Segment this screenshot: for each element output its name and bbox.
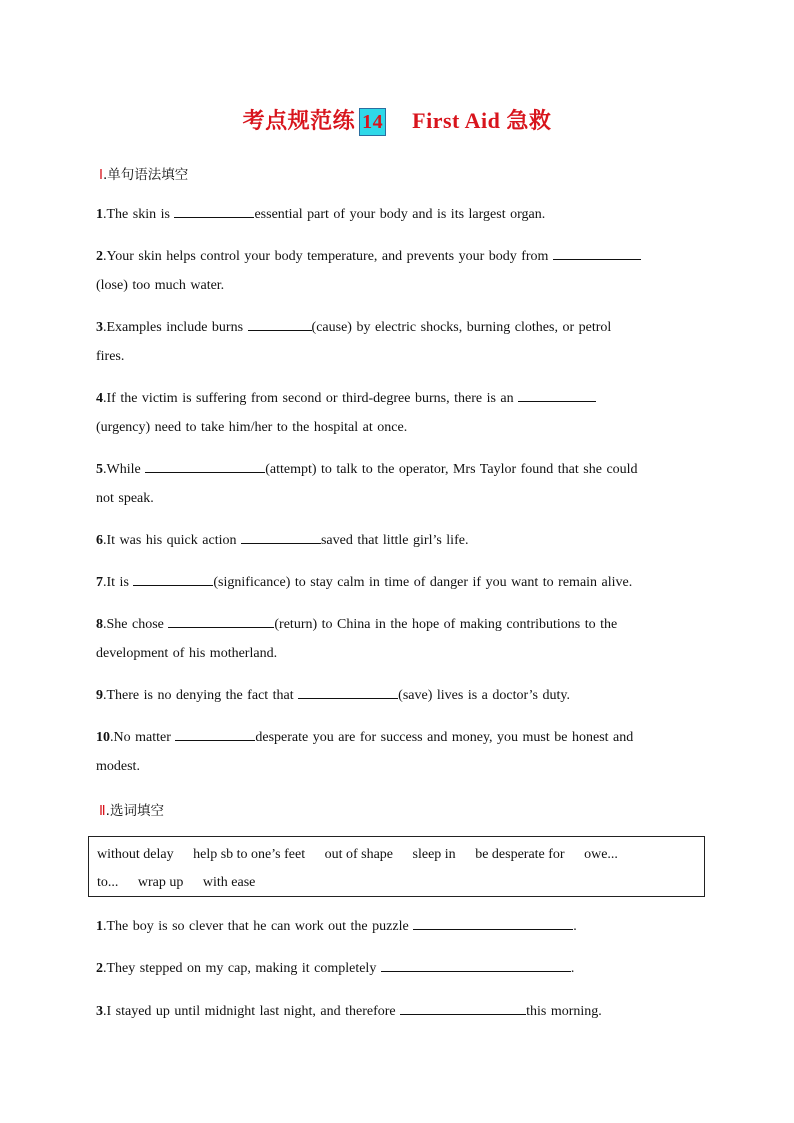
question-4	[96, 384, 700, 442]
section-2-roman: Ⅱ	[99, 803, 106, 819]
question-text-after: (cause) by electric shocks, burning clothes, or petrol	[311, 320, 612, 335]
section-1-roman: Ⅰ	[99, 167, 103, 183]
word-bank-item: sleep in	[412, 847, 456, 862]
question-9	[96, 681, 700, 710]
question-7	[96, 568, 700, 597]
question-text: .She chose	[103, 617, 169, 632]
question-number: 10	[96, 730, 110, 745]
section-2-label: .选词填空	[105, 803, 164, 819]
question-text: .No matter	[110, 730, 176, 745]
question-text-cont: modest.	[96, 759, 140, 774]
answer-blank[interactable]	[413, 915, 573, 930]
question-number: 2	[96, 249, 103, 264]
question-text-after: (lose) too much water.	[96, 278, 225, 293]
section-heading-2	[99, 799, 164, 819]
title-number-badge: 14	[359, 108, 386, 136]
answer-blank[interactable]	[553, 245, 641, 260]
question-text: .If the victim is suffering from second or third-degree burns, there is an	[103, 391, 519, 406]
question-1	[96, 200, 700, 229]
answer-blank[interactable]	[248, 316, 312, 331]
word-bank-item: be desperate for	[475, 847, 565, 862]
answer-blank[interactable]	[241, 529, 321, 544]
question-number: 3	[96, 320, 103, 335]
question-text: .The boy is so clever that he can work out the puzzle	[103, 919, 414, 934]
question-5	[96, 455, 700, 513]
page-title	[0, 104, 794, 136]
question-number: 7	[96, 575, 103, 590]
question-number: 1	[96, 207, 103, 222]
question-text: .While	[103, 462, 146, 477]
answer-blank[interactable]	[145, 458, 265, 473]
question-text: .It was his quick action	[103, 533, 241, 548]
question-10	[96, 723, 700, 781]
question-text-after: essential part of your body and is its largest organ.	[254, 207, 546, 222]
question-text-after: saved that little girl’s life.	[320, 533, 469, 548]
question-6	[96, 526, 700, 555]
answer-blank[interactable]	[175, 726, 255, 741]
question-number: 5	[96, 462, 103, 477]
word-bank-item: with ease	[202, 875, 256, 890]
word-bank-item: without delay	[97, 847, 174, 862]
answer-blank[interactable]	[518, 387, 596, 402]
question-text-after: (return) to China in the hope of making contributions to the	[274, 617, 618, 632]
answer-blank[interactable]	[400, 1000, 526, 1015]
section-heading-1	[99, 163, 188, 183]
word-bank-item: out of shape	[324, 847, 394, 862]
title-topic: First Aid 急救	[412, 108, 552, 133]
question-text-after: (significance) to stay calm in time of danger if you want to remain alive.	[213, 575, 633, 590]
question-number: 1	[96, 919, 103, 934]
word-bank-item: to...	[97, 875, 119, 890]
question-text: .There is no denying the fact that	[103, 688, 299, 703]
section-1-label: .单句语法填空	[102, 167, 189, 183]
word-bank-item: help sb to one’s feet	[193, 847, 306, 862]
question-number: 2	[96, 961, 103, 976]
question-text: .Your skin helps control your body temperature, and prevents your body from	[103, 249, 553, 264]
question-text-after: desperate you are for success and money, you must be honest and	[255, 730, 634, 745]
fill-question-3	[96, 997, 700, 1026]
question-3	[96, 313, 700, 371]
question-text-after: .	[573, 919, 577, 934]
question-text-after: (attempt) to talk to the operator, Mrs Taylor found that she could	[265, 462, 638, 477]
question-text-after: (urgency) need to take him/her to the hospital at once.	[96, 420, 408, 435]
question-text-after: this morning.	[526, 1004, 602, 1019]
answer-blank[interactable]	[133, 571, 213, 586]
question-text: .Examples include burns	[103, 320, 248, 335]
question-number: 6	[96, 533, 103, 548]
question-number: 8	[96, 617, 103, 632]
question-number: 9	[96, 688, 103, 703]
answer-blank[interactable]	[298, 684, 398, 699]
question-text-cont: development of his motherland.	[96, 646, 278, 661]
question-text-after: .	[570, 961, 575, 976]
question-8	[96, 610, 700, 668]
question-number: 3	[96, 1004, 103, 1019]
question-text: .It is	[103, 575, 134, 590]
fill-question-2	[96, 954, 700, 983]
question-text: .They stepped on my cap, making it completely	[103, 961, 381, 976]
question-number: 4	[96, 391, 103, 406]
answer-blank[interactable]	[174, 203, 254, 218]
word-bank-box	[88, 836, 705, 897]
question-text-cont: fires.	[96, 349, 125, 364]
question-2	[96, 242, 700, 300]
fill-question-1	[96, 912, 700, 941]
title-prefix: 考点规范练	[242, 108, 356, 133]
word-bank-item: owe...	[584, 847, 618, 862]
question-text-cont: not speak.	[96, 491, 154, 506]
word-bank-item: wrap up	[137, 875, 184, 890]
question-text: .The skin is	[103, 207, 175, 222]
question-text-after: (save) lives is a doctor’s duty.	[398, 688, 570, 703]
answer-blank[interactable]	[381, 957, 571, 972]
question-text: .I stayed up until midnight last night, and therefore	[103, 1004, 401, 1019]
answer-blank[interactable]	[168, 613, 274, 628]
